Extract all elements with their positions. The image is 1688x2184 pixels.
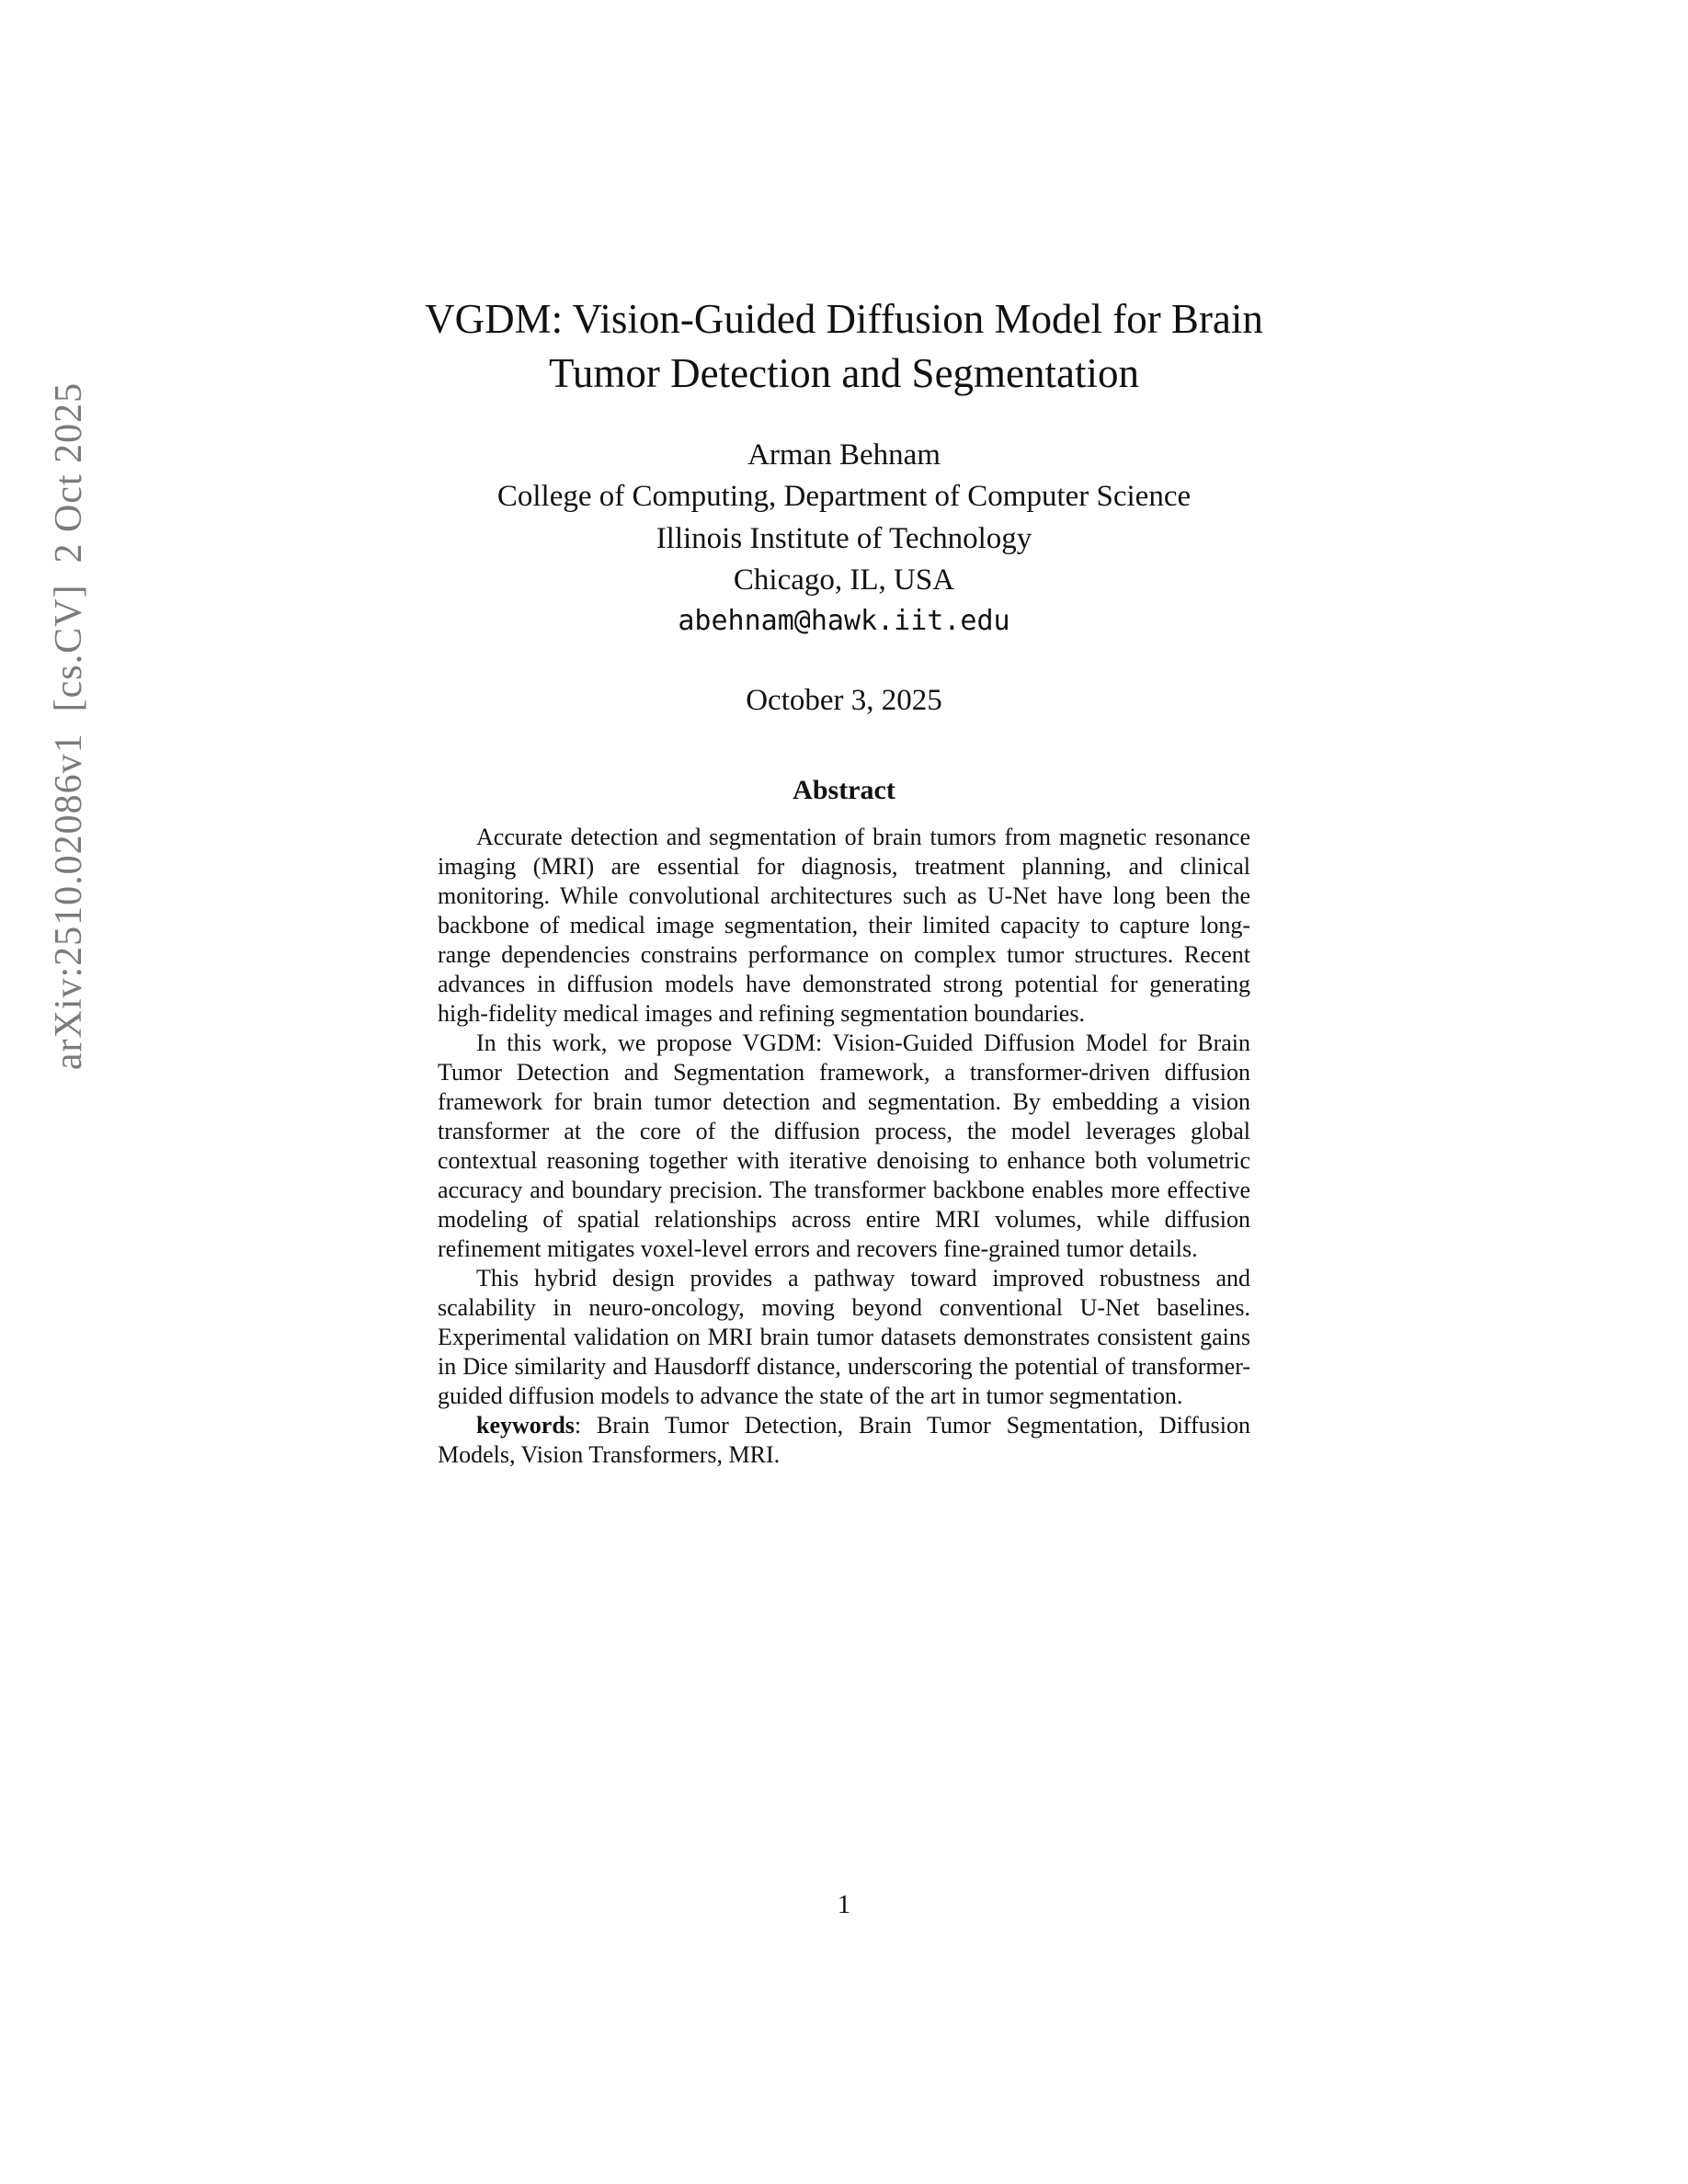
author-location: Chicago, IL, USA bbox=[733, 563, 955, 597]
keywords-label: keywords bbox=[476, 1411, 575, 1439]
abstract-section bbox=[0, 775, 1688, 1469]
paper-content bbox=[0, 292, 1688, 1470]
paper-date: October 3, 2025 bbox=[746, 684, 942, 718]
author-email: abehnam@hawk.iit.edu bbox=[678, 604, 1010, 637]
author-department: College of Computing, Department of Computer Science bbox=[496, 480, 1192, 514]
paper-title-line-1: VGDM: Vision-Guided Diffusion Model for Brain bbox=[425, 296, 1263, 342]
keywords-text: : Brain Tumor Detection, Brain Tumor Segmentation, Diffusion Models, Vision Transformers, MRI. bbox=[438, 1411, 1250, 1468]
keywords-line bbox=[438, 1411, 1250, 1470]
abstract-paragraph-3: This hybrid design provides a pathway toward improved robustness and scalability in neuro-oncology, moving beyond conventional U-Net baselines. Experimental validation on MRI brain tumor datasets demonstrates consistent gains in Dice similarity and Hausdorff distance, underscoring the potential of transformer-guided diffusion models to advance the state of the art in tumor segmentation. bbox=[438, 1264, 1250, 1409]
page-number: 1 bbox=[837, 1890, 851, 1919]
paper-title bbox=[0, 292, 1688, 402]
arxiv-watermark: arXiv:2510.02086v1 [cs.CV] 2 Oct 2025 bbox=[48, 381, 90, 1071]
author-name: Arman Behnam bbox=[747, 438, 941, 472]
abstract-heading: Abstract bbox=[793, 775, 895, 806]
abstract-body bbox=[438, 823, 1250, 1469]
abstract-paragraph-2: In this work, we propose VGDM: Vision-Guided Diffusion Model for Brain Tumor Detection and Segmentation framework, a transformer-driven diffusion framework for brain tumor detection and segmentation. By embedding a vision transformer at the core of the diffusion process, the model leverages global contextual reasoning together with iterative denoising to enhance both volumetric accuracy and boundary precision. The transformer backbone enables more effective modeling of spatial relationships across entire MRI volumes, while diffusion refinement mitigates voxel-level errors and recovers fine-grained tumor details. bbox=[438, 1029, 1250, 1262]
abstract-paragraph-1: Accurate detection and segmentation of brain tumors from magnetic resonance imaging (MRI) are essential for diagnosis, treatment planning, and clinical monitoring. While convolutional architectures such as U-Net have long been the backbone of medical image segmentation, their limited capacity to capture long-range dependencies constrains performance on complex tumor structures. Recent advances in diffusion models have demonstrated strong potential for generating high-fidelity medical images and refining segmentation boundaries. bbox=[438, 824, 1250, 1028]
author-block bbox=[0, 435, 1688, 641]
author-institution: Illinois Institute of Technology bbox=[656, 521, 1032, 555]
paper-title-line-2: Tumor Detection and Segmentation bbox=[549, 350, 1139, 397]
